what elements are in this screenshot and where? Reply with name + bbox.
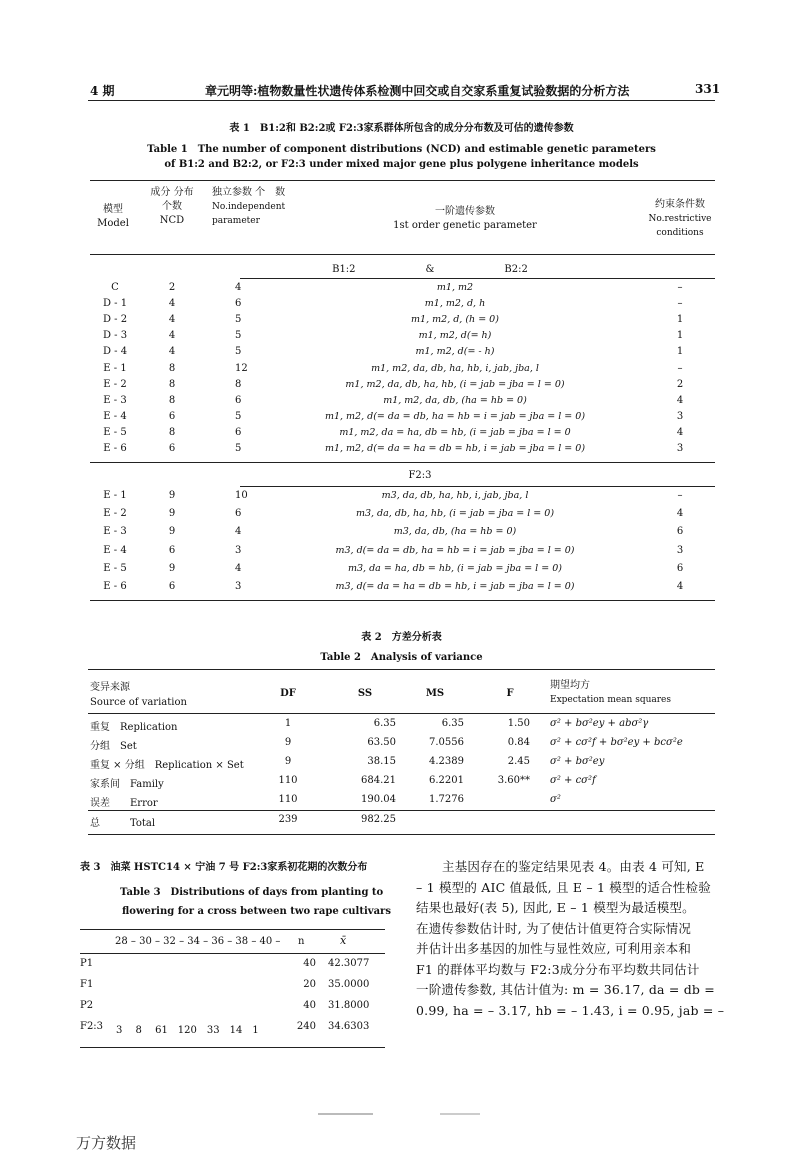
t3-head-bins: 28 – 30 – 32 – 34 – 36 – 38 – 40 –: [115, 936, 281, 947]
t2-cell-df: 9: [284, 737, 292, 748]
t1-cell-model: E - 4: [103, 410, 127, 422]
t1-cell-res: 3: [676, 544, 684, 556]
t1-head-ncd-cn: 成分 分布 个数: [150, 187, 194, 212]
table3-row: [80, 1021, 385, 1039]
table3-row: [80, 1000, 385, 1018]
t1-cell-ncd: 8: [168, 362, 176, 374]
t1-head-restr: [640, 198, 720, 240]
t1-head-restr-en: No.restrictive conditions: [648, 214, 712, 238]
table3-bottom-rule: [80, 1047, 385, 1048]
table3-caption-en-1: Table 3 Distributions of days from planting to: [120, 887, 384, 898]
table1-row: [90, 443, 715, 459]
t2-cell-ms: 6.35: [441, 718, 464, 729]
footer-watermark: 万方数据: [76, 1134, 137, 1152]
t2-cell-df: 1: [284, 718, 292, 729]
table2-row: [88, 756, 715, 774]
t1-head-first: [380, 205, 550, 233]
table2-row: [88, 775, 715, 793]
t1-cell-ncd: 6: [168, 443, 176, 454]
t2-cell-ss: 63.50: [367, 737, 396, 748]
t2-head-exp-cn: 期望均方: [550, 680, 590, 691]
t1-cell-model: E - 2: [103, 378, 127, 390]
t2-cell-exp: σ² + bσ²ey + abσ²γ: [550, 718, 649, 729]
t1-cell-model: E - 3: [103, 394, 127, 406]
t1-head-indep: [212, 186, 302, 228]
paragraph-line: – 1 模型的 AIC 值最低, 且 E – 1 模型的适合性检验: [416, 879, 711, 895]
t1-cell-ind: 5: [235, 410, 242, 422]
t2-head-ss: SS: [357, 688, 373, 699]
t1-cell-ncd: 9: [168, 562, 176, 574]
table2-top-rule: [88, 669, 715, 670]
t2-head-source: [90, 680, 187, 710]
t2-head-df: DF: [280, 688, 296, 699]
t2-cell-df: 110: [278, 794, 298, 805]
t3-cell-n: 20: [303, 979, 316, 990]
t1-cell-res: 3: [676, 410, 684, 422]
t1-cell-model: D - 3: [102, 330, 128, 342]
t1-head-ncd-en: NCD: [159, 215, 185, 226]
t1-cell-ncd: 2: [168, 282, 176, 293]
table1-head-rule: [90, 254, 715, 255]
t1-cell-model: D - 1: [102, 298, 128, 310]
t1-head-model-cn: 模型: [103, 204, 123, 215]
t2-cell-src: 家系间 Family: [90, 779, 164, 790]
t1-cell-model: E - 6: [103, 581, 127, 592]
t1-cell-ind: 6: [235, 426, 242, 438]
t2-cell-ms: 4.2389: [429, 756, 464, 767]
t1-head-ncd: [150, 186, 194, 228]
t1-cell-res: 4: [676, 581, 684, 592]
t1-cell-param: m1, m2, da, db, (ha = hb = 0): [383, 394, 527, 406]
table1-caption-cn: 表 1 B1:2和 B2:2或 F2:3家系群体所包含的成分分布数及可估的遗传参数: [229, 123, 574, 134]
t2-head-source-cn: 变异来源: [90, 682, 130, 693]
table3-top-rule: [80, 929, 385, 930]
t1-cell-ind: 5: [235, 330, 242, 342]
t1-cell-res: –: [677, 282, 683, 293]
t1-cell-ncd: 4: [168, 346, 176, 358]
table2-row: [88, 718, 715, 736]
t2-cell-src: 重复 Replication: [90, 722, 178, 733]
t1-cell-ind: 10: [235, 490, 248, 501]
table1-row: [90, 411, 715, 427]
t1-cell-res: 4: [676, 508, 684, 520]
t2-cell-ms: 6.2201: [429, 775, 464, 786]
t1-cell-model: E - 6: [103, 443, 127, 454]
t1-cell-res: 6: [676, 562, 684, 574]
t1-head-restr-cn: 约束条件数: [655, 199, 705, 210]
t1-cell-res: –: [677, 362, 683, 374]
t3-cell-mean: 34.6303: [328, 1021, 370, 1032]
t1-cell-param: m1, m2, d(= da = ha = db = hb, i = jab = jba = l = 0): [324, 443, 586, 454]
t1-cell-model: E - 5: [103, 562, 127, 574]
t1-cell-param: m1, m2: [436, 282, 474, 293]
paragraph-line: 0.99, ha = – 3.17, hb = – 1.43, i = 0.95, jab = –: [416, 1002, 725, 1018]
t1-cell-ind: 6: [235, 298, 242, 310]
t1-cell-param: m3, da = ha, db = hb, (i = jab = jba = l = 0): [348, 562, 562, 574]
table1-row: [90, 314, 715, 330]
t2-cell-exp: σ² + cσ²f + bσ²ey + bcσ²e: [550, 737, 683, 748]
t1-head-indep-cn: 独立参数 个 数: [212, 187, 286, 198]
table2-head-rule: [88, 713, 715, 714]
t2-cell-src: 总 Total: [90, 818, 156, 829]
t3-cell-n: 40: [303, 958, 316, 969]
t1-cell-param: m3, da, db, (ha = hb = 0): [393, 526, 517, 538]
t2-cell-df: 110: [278, 775, 298, 786]
t2-cell-src: 误差 Error: [90, 798, 158, 809]
t2-head-exp-en: Expectation mean squares: [550, 695, 671, 705]
t2-cell-src: 重复 × 分组 Replication × Set: [90, 760, 244, 771]
t2-cell-ss: 6.35: [373, 718, 396, 729]
t1-cell-param: m3, d(= da = db, ha = hb = i = jab = jba = l = 0): [335, 544, 575, 556]
t1-cell-model: E - 1: [103, 490, 127, 501]
table1-row: [90, 282, 715, 298]
t1-cell-ind: 12: [235, 362, 248, 374]
paragraph-line: 主基因存在的鉴定结果见表 4。由表 4 可知, E: [442, 859, 705, 874]
t1-cell-ind: 4: [235, 282, 242, 293]
t1-cell-model: D - 2: [102, 314, 128, 326]
table1-row: [90, 526, 715, 544]
table1-row: [90, 427, 715, 443]
table1-row: [90, 395, 715, 411]
t1-cell-res: –: [677, 490, 683, 501]
t2-cell-f: 2.45: [507, 756, 530, 767]
t2-head-source-en: Source of variation: [90, 697, 187, 708]
table1-row: [90, 330, 715, 346]
t1-cell-param: m1, m2, d(= - h): [415, 346, 495, 358]
t1-cell-ind: 5: [235, 443, 242, 454]
table3-row: [80, 979, 385, 997]
t2-cell-exp: σ² + cσ²f: [550, 775, 596, 786]
t3-cell-mean: 35.0000: [328, 979, 370, 990]
t1-cell-ncd: 4: [168, 298, 176, 310]
t3-cell-n: 40: [303, 1000, 316, 1011]
t1-cell-res: 4: [676, 426, 684, 438]
table1-row: [90, 346, 715, 362]
t3-head-mean: x̄: [340, 934, 347, 947]
t2-cell-df: 9: [284, 756, 292, 767]
t1-cell-param: m1, m2, d, h: [424, 298, 486, 310]
t1-group2-rule: [240, 486, 715, 487]
t1-head-first-cn: 一阶遗传参数: [435, 206, 495, 217]
t1-cell-param: m3, da, db, ha, hb, i, jab, jba, l: [381, 490, 529, 501]
table2-caption-cn: 表 2 方差分析表: [361, 632, 442, 643]
t2-cell-df: 239: [278, 814, 298, 825]
t2-head-exp: [550, 678, 671, 708]
t2-head-ms: MS: [425, 688, 445, 699]
paragraph-line: 结果也最好(表 5), 因此, E – 1 模型为最适模型。: [416, 900, 695, 915]
t1-cell-ind: 3: [235, 581, 242, 592]
t1-cell-param: m1, m2, d(= h): [418, 330, 492, 342]
footer-mark: [318, 1113, 373, 1115]
t1-cell-model: E - 2: [103, 508, 127, 520]
paragraph-line: 一阶遗传参数, 其估计值为: m = 36.17, da = db =: [416, 982, 715, 997]
t1-cell-ind: 6: [235, 394, 242, 406]
t2-cell-f: 1.50: [507, 718, 530, 729]
t1-cell-model: D - 4: [102, 346, 128, 358]
t1-head-model-en: Model: [97, 218, 129, 229]
t2-cell-ss: 684.21: [361, 775, 396, 786]
table1-top-rule: [90, 180, 715, 181]
running-title: 章元明等:植物数量性状遗传体系检测中回交或自交家系重复试验数据的分析方法: [205, 84, 630, 98]
t1-group1-label: B1:2 & B2:2: [332, 264, 528, 275]
table1-row: [90, 490, 715, 508]
t1-mid-rule: [90, 462, 715, 463]
t1-cell-ncd: 9: [168, 508, 176, 520]
t1-cell-ind: 3: [235, 544, 242, 556]
table1-row: [90, 508, 715, 526]
t1-head-first-en: 1st order genetic parameter: [393, 220, 537, 231]
table1-caption-en-1: Table 1 The number of component distributions (NCD) and estimable genetic parameters: [147, 144, 656, 155]
t1-cell-res: 1: [676, 314, 684, 326]
table3-caption-cn: 表 3 油菜 HSTC14 × 宁油 7 号 F2:3家系初花期的次数分布: [80, 862, 368, 873]
t1-group1-rule: [240, 278, 715, 279]
t2-cell-ms: 7.0556: [429, 737, 464, 748]
t3-cell-label: P1: [80, 958, 94, 969]
t2-cell-ss: 38.15: [367, 756, 396, 767]
t1-cell-param: m1, m2, d, (h = 0): [411, 314, 499, 326]
paragraph-line: 在遗传参数估计时, 为了使估计值更符合实际情况: [416, 920, 692, 936]
t1-cell-ncd: 9: [168, 526, 176, 538]
t1-cell-model: E - 3: [103, 526, 127, 538]
t1-cell-res: 6: [676, 526, 684, 538]
table1-caption-en-2: of B1:2 and B2:2, or F2:3 under mixed major gene plus polygene inheritance models: [164, 159, 639, 170]
header-rule: [88, 100, 715, 101]
table1-row: [90, 545, 715, 563]
t1-cell-res: –: [677, 298, 683, 310]
t3-cell-label: P2: [80, 1000, 94, 1011]
t1-cell-res: 2: [676, 378, 684, 390]
t1-cell-ncd: 4: [168, 314, 176, 326]
issue-number: 4 期: [90, 84, 115, 98]
t1-cell-ind: 4: [235, 562, 242, 574]
t3-head-n: n: [298, 936, 305, 947]
table2-row: [88, 814, 715, 832]
table3-head-rule: [80, 953, 385, 954]
t2-cell-f: 3.60**: [497, 775, 530, 786]
t1-cell-res: 1: [676, 330, 684, 342]
t2-cell-ss: 190.04: [361, 794, 396, 805]
t1-cell-param: m1, m2, da, db, ha, hb, (i = jab = jba = l = 0): [345, 378, 565, 390]
t1-cell-ncd: 8: [168, 426, 176, 438]
paragraph-line: F1 的群体平均数与 F2:3成分分布平均数共同估计: [416, 961, 700, 977]
t2-head-f: F: [506, 688, 514, 699]
table2-row: [88, 737, 715, 755]
t1-cell-ncd: 6: [168, 544, 176, 556]
t3-cell-label: F2:3: [80, 1021, 104, 1032]
t3-cell-label: F1: [80, 979, 94, 990]
footer-mark: [440, 1113, 480, 1115]
t2-cell-ms: 1.7276: [429, 794, 464, 805]
t2-cell-f: 0.84: [507, 737, 530, 748]
t1-cell-ind: 5: [235, 314, 242, 326]
t3-cell-bins: 3 8 61 120 33 14 1: [116, 1025, 259, 1036]
table3-caption-en-2: flowering for a cross between two rape cultivars: [122, 906, 391, 917]
t1-cell-ncd: 9: [168, 490, 176, 501]
table1-row: [90, 298, 715, 314]
table1-bottom-rule: [90, 600, 715, 601]
t1-head-model: [93, 203, 133, 231]
t1-cell-param: m3, da, db, ha, hb, (i = jab = jba = l = 0): [355, 508, 555, 520]
t1-cell-ind: 8: [235, 378, 242, 390]
t1-cell-ncd: 8: [168, 394, 176, 406]
body-paragraph: [416, 857, 741, 1021]
t1-cell-param: m1, m2, da, db, ha, hb, i, jab, jba, l: [371, 362, 539, 374]
table2-caption-en: Table 2 Analysis of variance: [320, 652, 483, 663]
t1-cell-ind: 5: [235, 346, 242, 358]
t1-cell-ncd: 4: [168, 330, 176, 342]
t1-cell-param: m3, d(= da = ha = db = hb, i = jab = jba = l = 0): [335, 581, 575, 592]
t1-cell-res: 4: [676, 394, 684, 406]
t1-cell-ind: 4: [235, 526, 242, 538]
paragraph-line: 并估计出多基因的加性与显性效应, 可利用亲本和: [416, 941, 692, 956]
page-number: 331: [695, 82, 721, 96]
t1-cell-res: 1: [676, 346, 684, 358]
t1-cell-ind: 6: [235, 508, 242, 520]
t1-cell-model: E - 1: [103, 362, 127, 374]
t1-cell-ncd: 8: [168, 378, 176, 390]
t3-cell-mean: 42.3077: [328, 958, 370, 969]
t3-cell-n: 240: [296, 1021, 316, 1032]
t1-head-indep-en: No.independent parameter: [212, 202, 286, 226]
t1-cell-model: C: [111, 282, 119, 293]
table3-row: [80, 958, 385, 976]
t2-cell-ss: 982.25: [361, 814, 396, 825]
t1-cell-param: m1, m2, d(= da = db, ha = hb = i = jab = jba = l = 0): [324, 410, 586, 422]
t2-cell-exp: σ²: [550, 794, 561, 805]
t1-cell-model: E - 4: [103, 544, 127, 556]
t1-group2-label: F2:3: [408, 470, 432, 481]
t1-cell-model: E - 5: [103, 426, 127, 438]
table1-row: [90, 379, 715, 395]
t2-cell-exp: σ² + bσ²ey: [550, 756, 605, 767]
table2-bottom-rule: [88, 834, 715, 835]
table2-total-rule: [88, 810, 715, 811]
t1-cell-ncd: 6: [168, 581, 176, 592]
t1-cell-param: m1, m2, da = ha, db = hb, (i = jab = jba = l = 0: [339, 426, 571, 438]
t2-cell-src: 分组 Set: [90, 741, 137, 752]
t1-cell-ncd: 6: [168, 410, 176, 422]
table1-row: [90, 363, 715, 379]
table1-row: [90, 563, 715, 581]
t3-cell-mean: 31.8000: [328, 1000, 370, 1011]
t1-cell-res: 3: [676, 443, 684, 454]
table1-row: [90, 581, 715, 599]
